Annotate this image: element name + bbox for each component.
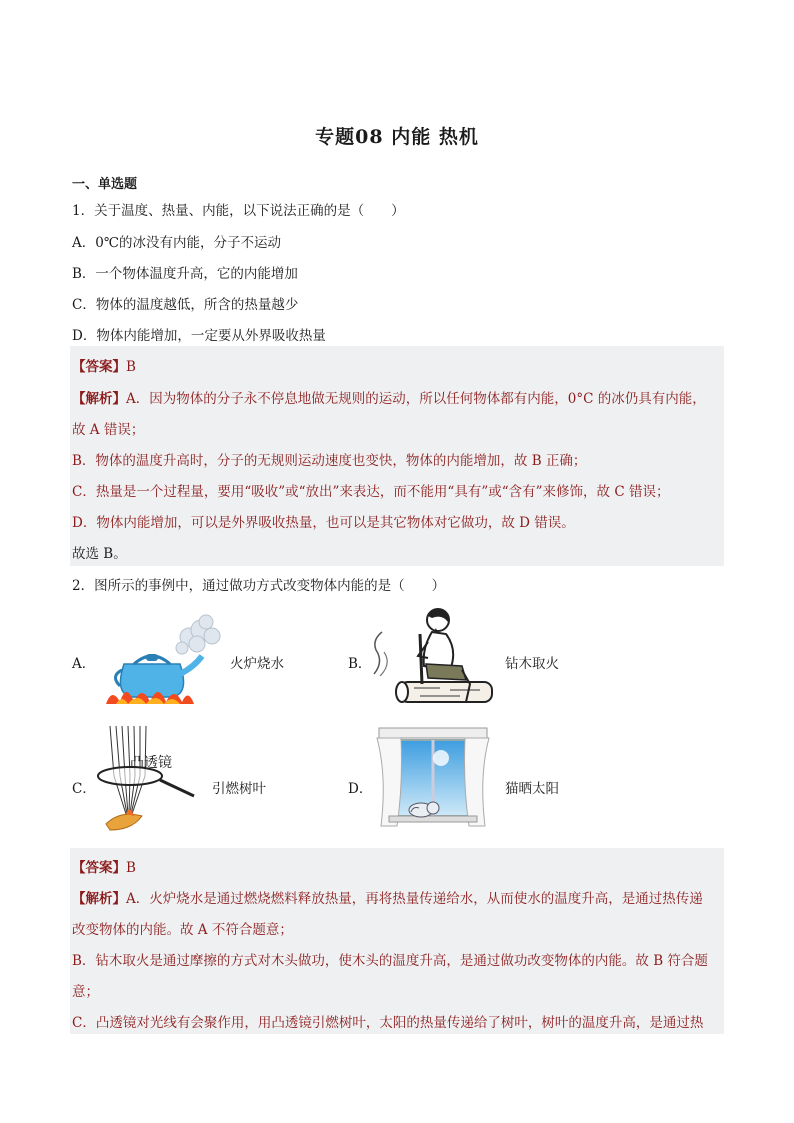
kettle-icon [94,612,224,712]
q1-option-c: C．物体的温度越低，所含的热量越少 [72,297,299,313]
q2-option-a-letter: A． [72,656,96,672]
q2-option-c-letter: C． [72,781,96,797]
lens-label: 凸透镜 [130,755,172,771]
q1-analysis-line: D．物体内能增加，可以是外界吸收热量，也可以是其它物体对它做功，故 D 错误。 [72,515,575,531]
answer-tag: 【答案】 [72,860,126,876]
q1-analysis-line: 故 A 错误； [72,422,145,438]
q2-analysis-line: 改变物体的内能。故 A 不符合题意； [72,922,293,938]
q2-option-c-caption: 引燃树叶 [212,781,266,797]
q1-option-a: A．0℃的冰没有内能，分子不运动 [72,235,281,251]
answer-value: B [126,860,136,876]
q2-option-a-caption: 火炉烧水 [230,656,284,672]
magnifier-icon [92,724,202,836]
q1-analysis-line [72,387,706,407]
q2-analysis-line [72,887,703,907]
answer-tag: 【答案】 [72,359,126,375]
q2-option-d-caption: 猫晒太阳 [505,781,559,797]
q2-answer-block [70,848,724,1034]
window-cat-icon [373,726,493,838]
q1-stem: 1．关于温度、热量、内能，以下说法正确的是（ ） [72,203,405,219]
q2-analysis-line: 意； [72,984,99,1000]
q1-analysis-line [72,542,127,562]
q1-option-d: D．物体内能增加，一定要从外界吸收热量 [72,328,326,344]
drilling-wood-icon [370,604,500,712]
page-title: 专题08 内能 热机 [315,126,479,148]
q1-analysis-line: C．热量是一个过程量，要用“吸收”或“放出”来表达，而不能用“具有”或“含有”来修饰，故 C 错误； [72,484,670,500]
q1-answer [72,355,136,375]
q2-option-d-letter: D． [348,781,373,797]
analysis-tag: 【解析】 [72,891,126,907]
q2-analysis-line: B．钻木取火是通过摩擦的方式对木头做功，使木头的温度升高，是通过做功改变物体的内能。故 B 符合题 [72,953,708,969]
answer-value: B [126,359,136,375]
section-heading: 一、单选题 [72,177,138,192]
conclusion-text: 故选 B。 [72,546,127,562]
analysis-text: A．因为物体的分子永不停息地做无规则的运动，所以任何物体都有内能，0°C 的冰仍具有内能， [126,391,706,407]
q1-analysis-line: B．物体的温度升高时，分子的无规则运动速度也变快，物体的内能增加，故 B 正确； [72,453,587,469]
q1-option-b: B．一个物体温度升高，它的内能增加 [72,266,298,282]
analysis-tag: 【解析】 [72,391,126,407]
q2-option-b-caption: 钻木取火 [505,656,559,672]
q2-option-b-letter: B． [348,656,372,672]
q2-analysis-line: C．凸透镜对光线有会聚作用，用凸透镜引燃树叶，太阳的热量传递给了树叶，树叶的温度升高，是通过热 [72,1015,704,1031]
q2-answer [72,856,136,876]
q2-stem: 2．图所示的事例中，通过做功方式改变物体内能的是（ ） [72,578,446,594]
analysis-text: A．火炉烧水是通过燃烧燃料释放热量，再将热量传递给水，从而使水的温度升高，是通过热传递 [126,891,703,907]
